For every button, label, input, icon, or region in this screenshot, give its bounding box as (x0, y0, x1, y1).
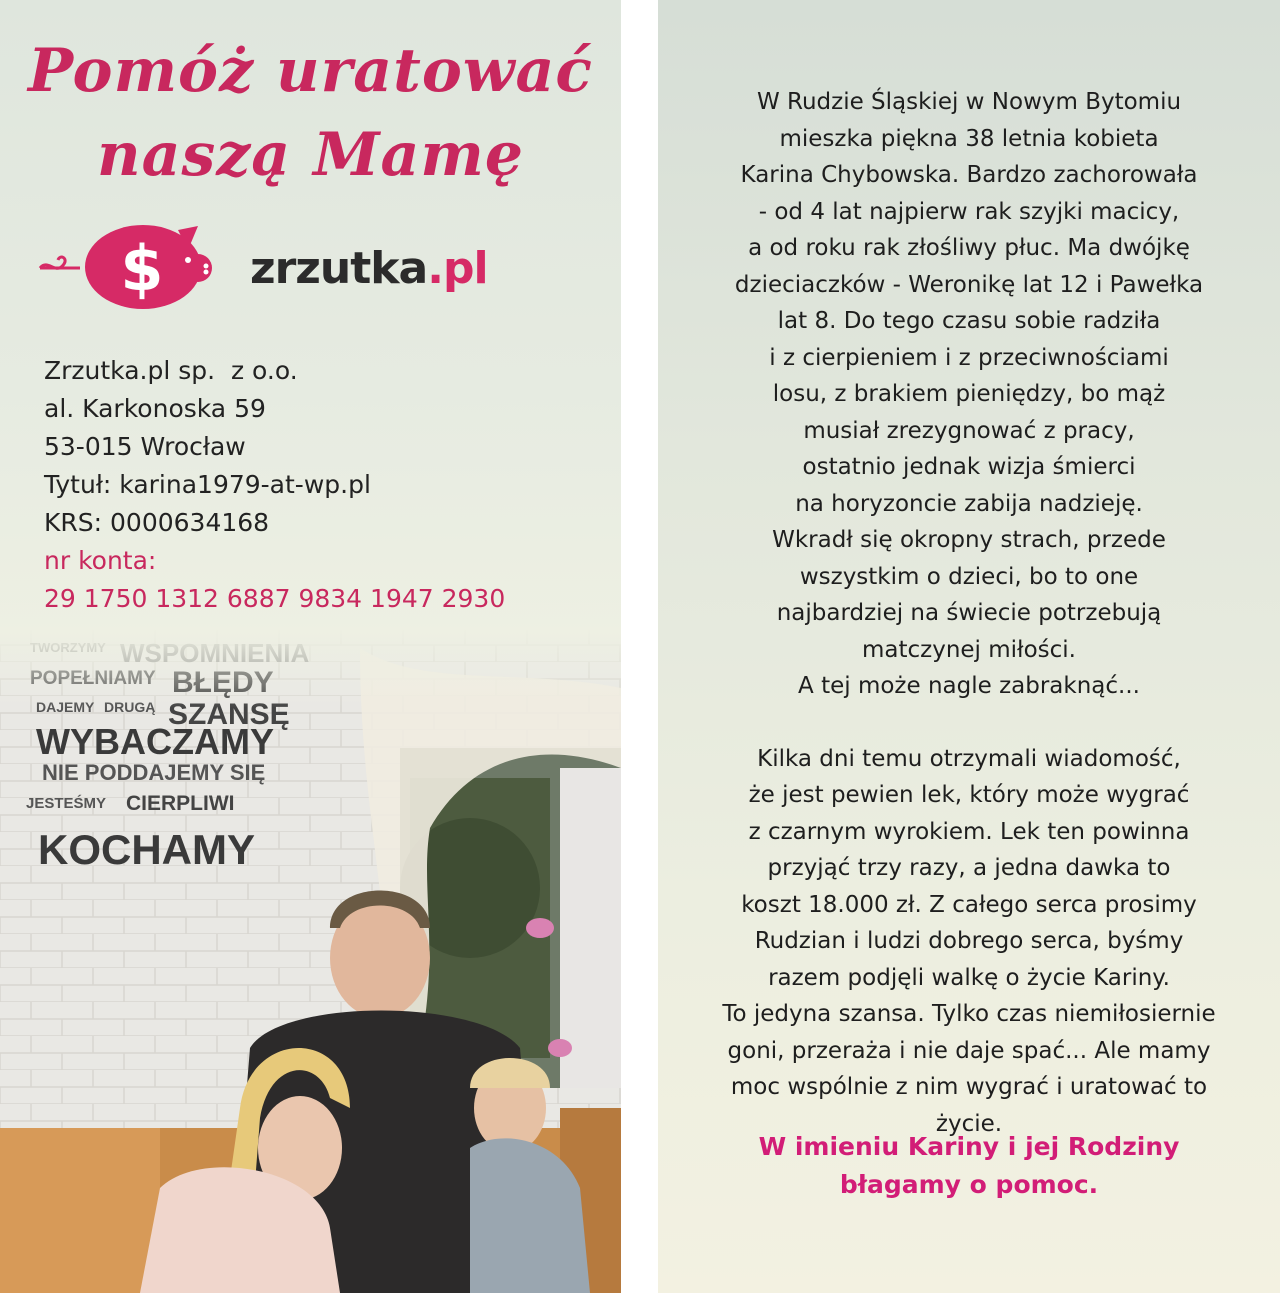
appeal-line-1: W imieniu Kariny i jej Rodziny (758, 1132, 1180, 1161)
story-line: A tej może nagle zabraknąć... (798, 673, 1140, 699)
left-panel (0, 0, 621, 1293)
family-photo (0, 628, 621, 1293)
story-line: najbardziej na świecie potrzebują (776, 600, 1162, 626)
svg-text:$: $ (120, 232, 164, 305)
story-line: mieszka piękna 38 letnia kobieta (779, 125, 1159, 152)
title-reference: Tytuł: karina1979-at-wp.pl (44, 470, 371, 499)
story-line: i z cierpieniem i z przeciwnościami (769, 344, 1169, 371)
story-line: losu, z brakiem pieniędzy, bo mąż (772, 381, 1166, 407)
story-line: Kilka dni temu otrzymali wiadomość, (757, 745, 1181, 772)
story-line: - od 4 lat najpierw rak szyjki macicy, (758, 198, 1180, 225)
krs-number: KRS: 0000634168 (44, 508, 270, 537)
story-line: życie. (935, 1110, 1003, 1137)
account-label: nr konta: (44, 546, 157, 575)
paragraph-2 (658, 741, 1280, 1143)
company-name: Zrzutka.pl sp. z o.o. (44, 356, 298, 385)
story-line: lat 8. Do tego czasu sobie radziła (777, 308, 1161, 334)
brand-main: zrzutka (250, 243, 428, 294)
story-line: wszystkim o dzieci, bo to one (799, 563, 1139, 590)
right-panel (658, 0, 1280, 1293)
story-line: W Rudzie Śląskiej w Nowym Bytomiu (756, 89, 1182, 115)
appeal-text (658, 1128, 1280, 1204)
story-line: Rudzian i ludzi dobrego serca, byśmy (754, 928, 1184, 954)
story-line: a od roku rak złośliwy płuc. Ma dwójkę (748, 235, 1190, 261)
city: 53-015 Wrocław (44, 432, 246, 461)
address-block (44, 352, 505, 618)
brand-wordmark (250, 243, 488, 294)
account-number: 29 1750 1312 6887 9834 1947 2930 (44, 584, 506, 613)
paragraph-spacer (658, 705, 1280, 741)
story-line: ostatnio jednak wizja śmierci (802, 454, 1136, 480)
paragraph-1 (658, 84, 1280, 705)
appeal-line-2: błagamy o pomoc. (839, 1170, 1099, 1199)
story-line: na horyzoncie zabija nadzieję. (795, 490, 1143, 517)
story-text (658, 84, 1280, 1142)
brand-ext: .pl (427, 243, 488, 294)
story-line: moc wspólnie z nim wygrać i uratować to (730, 1074, 1208, 1100)
title-line-2: naszą Mamę (96, 120, 525, 190)
story-line: z czarnym wyrokiem. Lek ten powinna (748, 818, 1190, 845)
story-line: To jedyna szansa. Tylko czas niemiłosiernie (722, 1001, 1216, 1027)
story-line: matczynej miłości. (861, 636, 1076, 663)
story-line: dzieciaczków - Weronikę lat 12 i Pawełka (734, 271, 1204, 298)
story-line: Wkradł się okropny strach, przede (772, 527, 1166, 553)
story-line: że jest pewien lek, który może wygrać (748, 782, 1190, 808)
story-line: goni, przeraża i nie daje spać... Ale mamy (727, 1037, 1211, 1064)
story-line: musiał zrezygnować z pracy, (803, 417, 1135, 444)
story-line: koszt 18.000 zł. Z całego serca prosimy (741, 891, 1197, 918)
story-line: przyjąć trzy razy, a jedna dawka to (767, 855, 1171, 881)
street: al. Karkonoska 59 (44, 394, 266, 423)
title-line-1: Pomóż uratować (28, 36, 593, 106)
piggy-bank-dollar-icon (38, 220, 213, 310)
story-line: Karina Chybowska. Bardzo zachorowała (740, 162, 1198, 188)
story-line: razem podjęli walkę o życie Kariny. (768, 964, 1170, 991)
